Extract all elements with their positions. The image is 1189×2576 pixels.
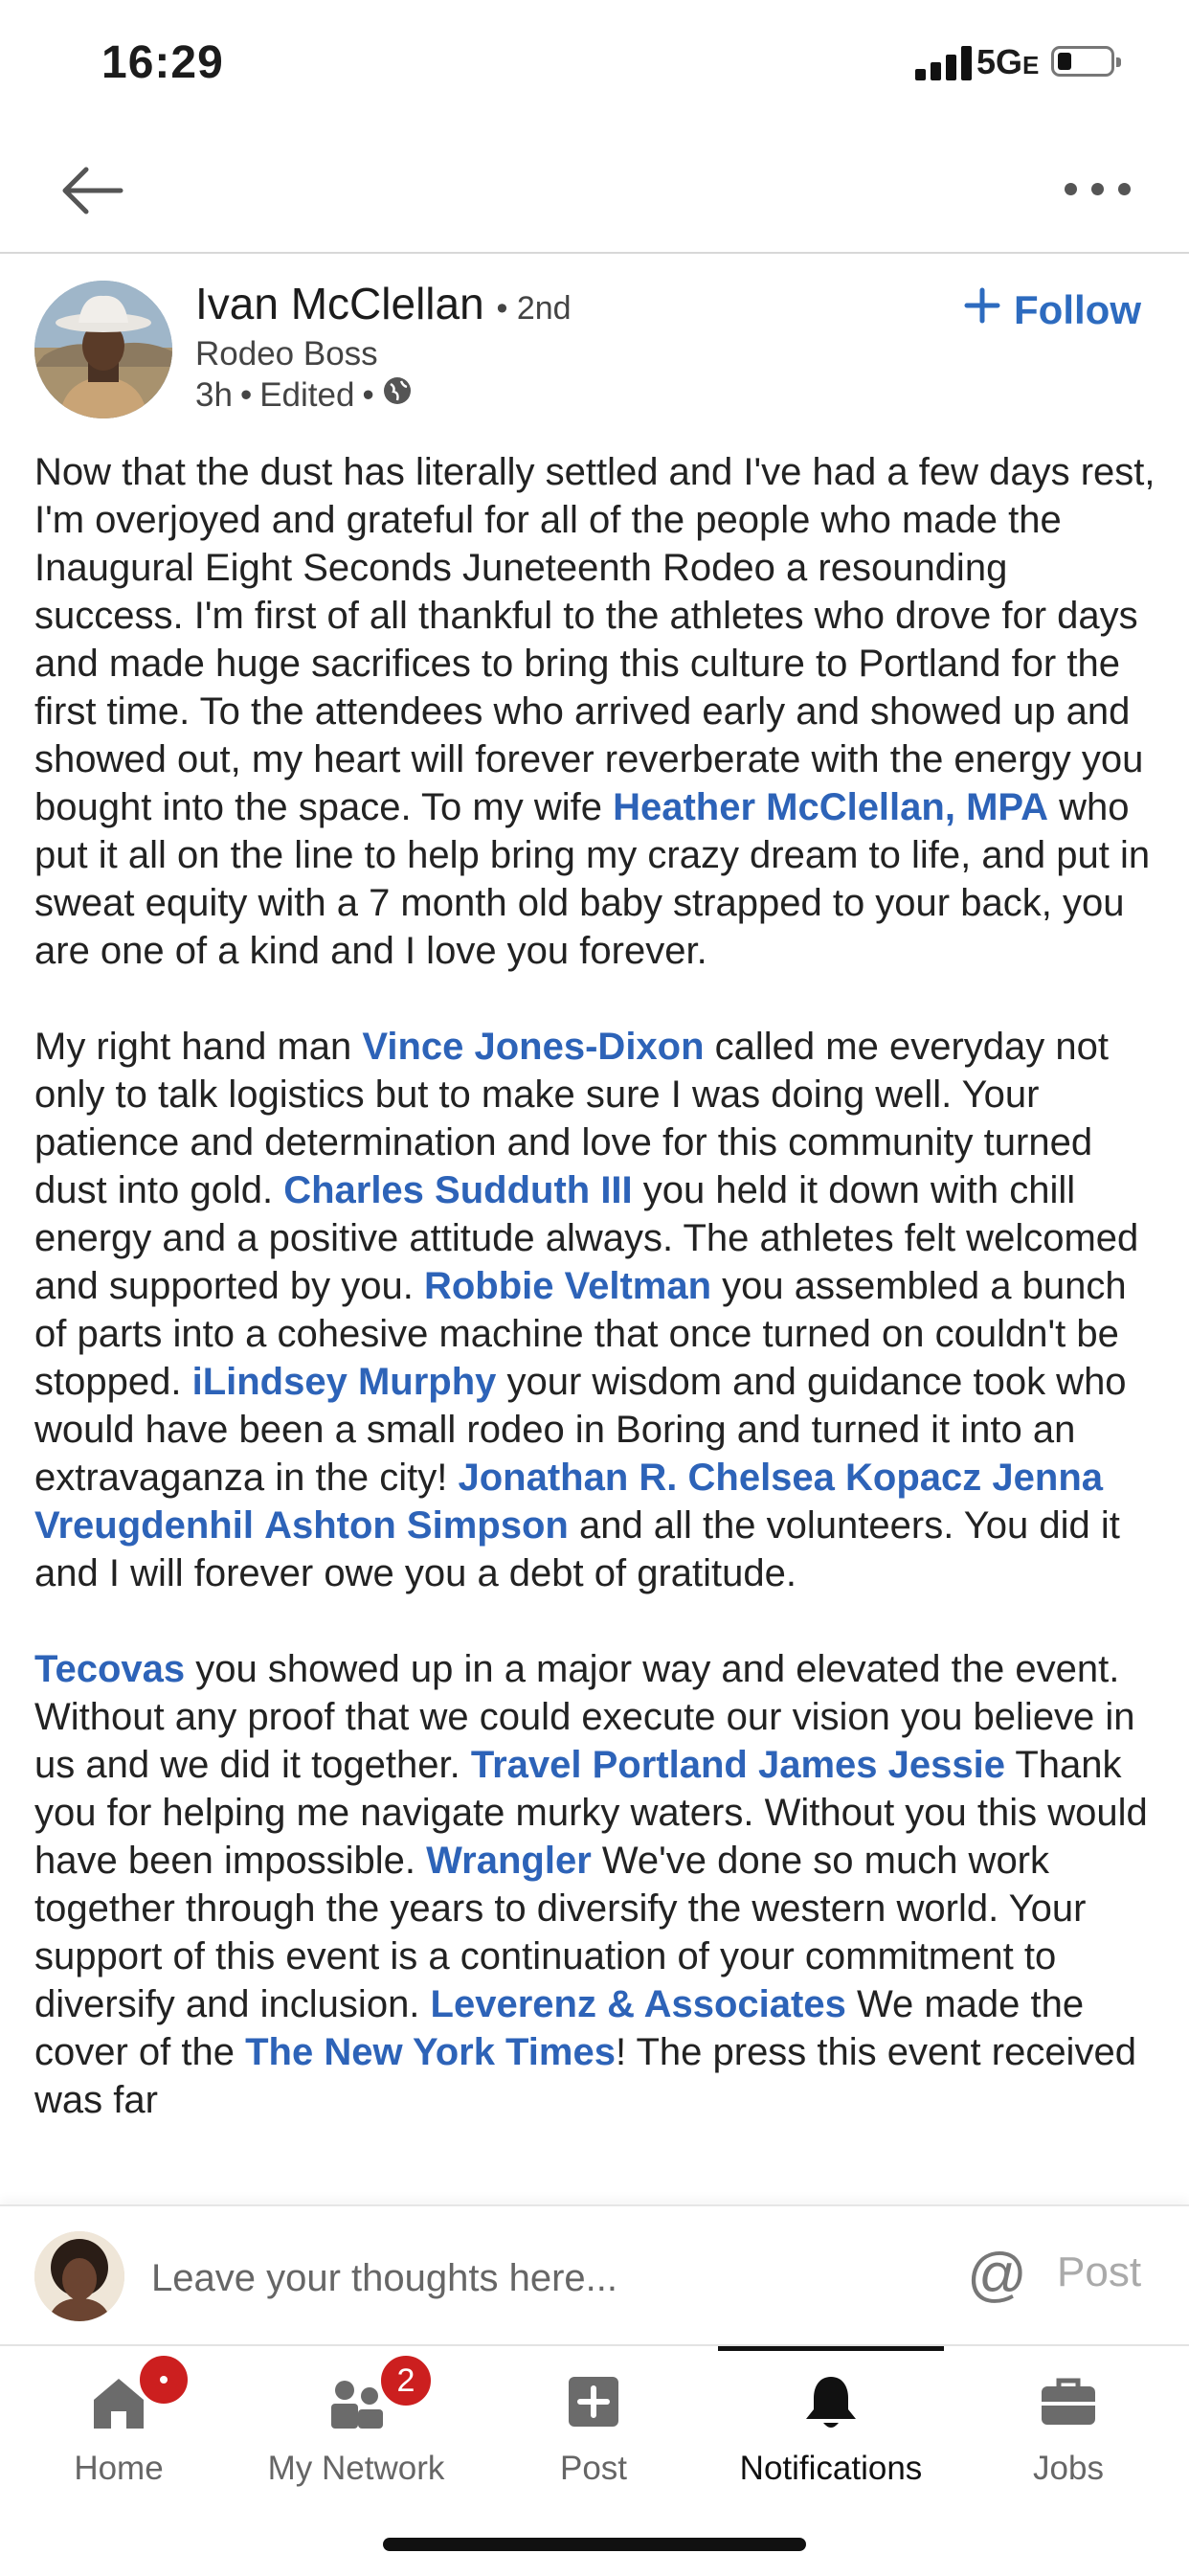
post-text bbox=[254, 1504, 264, 1547]
author-avatar[interactable] bbox=[34, 281, 172, 418]
bottom-tab-bar bbox=[0, 2344, 1189, 2576]
mention-link[interactable]: Tecovas bbox=[34, 1648, 186, 1690]
mention-link[interactable]: Charles Sudduth III bbox=[283, 1169, 633, 1211]
post-paragraph bbox=[34, 1645, 1164, 2124]
mention-link[interactable]: Travel Portland bbox=[470, 1744, 748, 1786]
post-text: you showed up in a major way and elevated the event. Without any proof that we could execute our vision you believe in us and we did it together. bbox=[34, 1648, 1135, 1786]
mention-link[interactable]: Jenna Vreugdenhil bbox=[34, 1457, 1104, 1547]
plus-icon bbox=[964, 287, 1000, 333]
post-text: Thank you for helping me navigate murky waters. Without you this would have been impossible. bbox=[34, 1744, 1148, 1882]
more-options-icon[interactable] bbox=[1065, 183, 1132, 198]
post-text: called me everyday not only to talk logistics but to make sure I was doing well. Your patience and determination and love for this community turned dust into gold. bbox=[34, 1026, 1109, 1211]
follow-label: Follow bbox=[1014, 287, 1141, 332]
mention-link[interactable]: Robbie Veltman bbox=[423, 1265, 712, 1307]
post-text: We've done so much work together through the years to diversify the western world. Your support of this event is a continuation of your commitment to diversify and inclusion. bbox=[34, 1840, 1087, 2025]
network-badge: 2 bbox=[377, 2352, 435, 2409]
post-text: ! The press this event received was far bbox=[34, 2031, 1136, 2121]
mention-at-button[interactable]: @ bbox=[967, 2242, 1027, 2308]
tab-post[interactable]: Post bbox=[517, 2346, 670, 2490]
post-text: and all the volunteers. You did it and I will forever owe you a debt of gratitude. bbox=[34, 1504, 1120, 1594]
mention-link[interactable]: Jonathan R. bbox=[458, 1457, 678, 1499]
post-paragraph bbox=[34, 448, 1164, 975]
mention-link[interactable]: Leverenz & Associates bbox=[430, 1983, 846, 2025]
follow-button[interactable] bbox=[964, 287, 1141, 333]
home-indicator bbox=[383, 2538, 806, 2551]
post-icon bbox=[563, 2371, 624, 2432]
mention-link[interactable]: iLindsey Murphy bbox=[191, 1361, 497, 1403]
post-text: you held it down with chill energy and a positive attitude always. The athletes felt welcomed and supported by you. bbox=[34, 1169, 1139, 1307]
post-header bbox=[34, 278, 1155, 421]
cellular-signal-icon bbox=[915, 46, 975, 80]
briefcase-icon bbox=[1038, 2371, 1099, 2432]
author-headline: Rodeo Boss bbox=[195, 335, 378, 373]
bell-icon bbox=[800, 2371, 862, 2432]
top-navigation bbox=[0, 129, 1189, 254]
back-arrow-icon[interactable] bbox=[57, 164, 126, 217]
tab-jobs[interactable]: Jobs bbox=[992, 2346, 1145, 2490]
post-text bbox=[748, 1744, 758, 1786]
tab-my-network[interactable]: 2 My Network bbox=[251, 2346, 461, 2490]
active-tab-indicator bbox=[718, 2346, 944, 2351]
post-edited: Edited bbox=[259, 375, 355, 414]
status-time: 16:29 bbox=[101, 37, 224, 88]
mention-link[interactable]: Vince Jones-Dixon bbox=[362, 1026, 705, 1068]
author-name[interactable]: Ivan McClellan bbox=[195, 279, 484, 328]
mention-link[interactable]: Chelsea Kopacz bbox=[687, 1457, 982, 1499]
post-text: you assembled a bunch of parts into a cohesive machine that once turned on couldn't be stopped. bbox=[34, 1265, 1127, 1403]
post-text: Now that the dust has literally settled and I've had a few days rest, I'm overjoyed and grateful for all of the people who made the Inaugural Eight Seconds Juneteenth Rodeo a resounding success. I'm first of all thankful to the athletes who drove for days and made huge sacrifices to bring this culture to Portland for the first time. To the attendees who arrived early and showed up and showed out, my heart will forever reverberate with the energy you bought into the space. To my wife bbox=[34, 451, 1155, 828]
mention-link[interactable]: The New York Times bbox=[245, 2031, 616, 2073]
mention-link[interactable]: Ashton Simpson bbox=[264, 1504, 569, 1547]
post-text: your wisdom and guidance took who would have been a small rodeo in Boring and turned it into an extravaganza in the city! bbox=[34, 1361, 1127, 1499]
battery-icon bbox=[1051, 46, 1114, 77]
post-text: We made the cover of the bbox=[34, 1983, 1085, 2073]
network-type: 5GE bbox=[976, 42, 1040, 81]
status-bar bbox=[0, 0, 1189, 129]
mention-link[interactable]: James Jessie bbox=[757, 1744, 1005, 1786]
comment-bar bbox=[0, 2204, 1189, 2346]
post-time: 3h bbox=[195, 375, 233, 414]
mention-link[interactable]: Wrangler bbox=[426, 1840, 592, 1882]
tab-home[interactable]: Home bbox=[42, 2346, 195, 2490]
user-avatar bbox=[34, 2231, 124, 2321]
post-paragraph bbox=[34, 1023, 1164, 1597]
post-text bbox=[981, 1457, 992, 1499]
post-body bbox=[34, 448, 1164, 2197]
globe-icon bbox=[382, 375, 413, 415]
connection-degree: • 2nd bbox=[496, 290, 572, 327]
post-text bbox=[677, 1457, 687, 1499]
comment-post-button[interactable]: Post bbox=[1057, 2248, 1142, 2295]
mention-link[interactable]: Heather McClellan, MPA bbox=[613, 786, 1048, 828]
post-text: who put it all on the line to help bring my crazy dream to life, and put in sweat equity with a 7 month old baby strapped to your back, you are one of a kind and I love you forever. bbox=[34, 786, 1151, 972]
home-notification-dot bbox=[136, 2352, 191, 2407]
comment-input[interactable] bbox=[149, 2248, 938, 2308]
post-text: My right hand man bbox=[34, 1026, 363, 1068]
tab-notifications[interactable]: Notifications bbox=[718, 2346, 944, 2490]
post-meta: 3h • Edited • bbox=[195, 375, 413, 415]
